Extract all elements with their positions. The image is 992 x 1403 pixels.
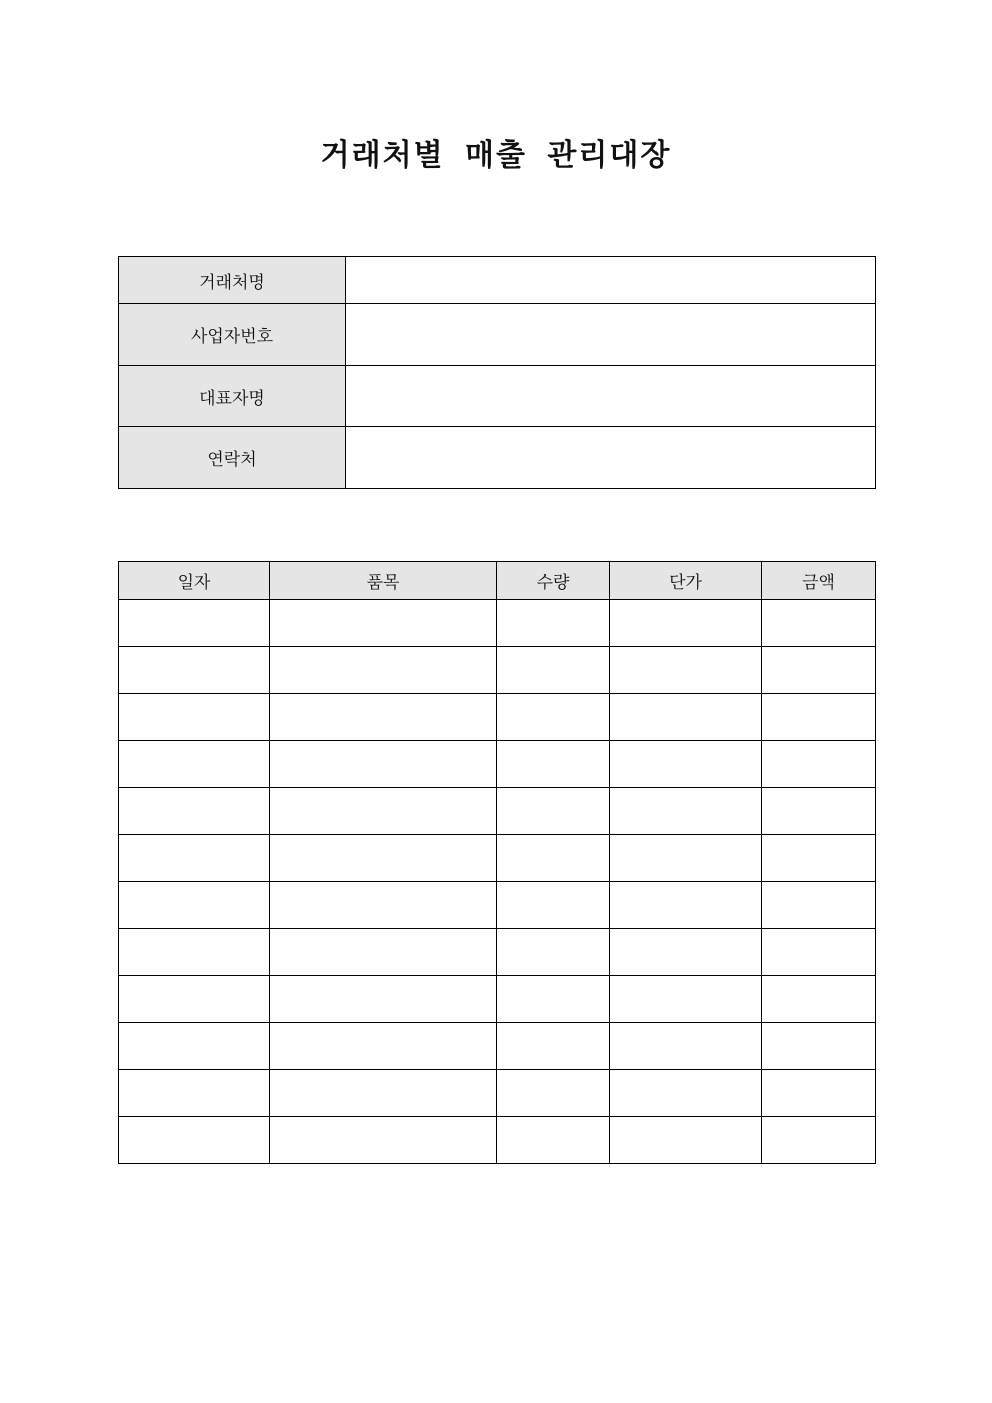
quantity-cell[interactable]	[497, 929, 610, 976]
date-cell[interactable]	[119, 600, 270, 647]
contact-label: 연락처	[119, 427, 346, 489]
table-row	[119, 600, 876, 647]
unit-price-cell[interactable]	[610, 976, 762, 1023]
amount-cell[interactable]	[762, 1023, 876, 1070]
client-info-row	[119, 427, 876, 489]
amount-cell[interactable]	[762, 694, 876, 741]
amount-cell[interactable]	[762, 741, 876, 788]
amount-cell[interactable]	[762, 835, 876, 882]
client-name-label: 거래처명	[119, 257, 346, 304]
date-cell[interactable]	[119, 647, 270, 694]
table-row	[119, 929, 876, 976]
amount-cell[interactable]	[762, 976, 876, 1023]
quantity-cell[interactable]	[497, 835, 610, 882]
table-row	[119, 1023, 876, 1070]
table-row	[119, 976, 876, 1023]
quantity-cell[interactable]	[497, 741, 610, 788]
unit-price-cell[interactable]	[610, 929, 762, 976]
page-title: 거래처별 매출 관리대장	[320, 138, 672, 173]
client-info-row	[119, 366, 876, 427]
date-cell[interactable]	[119, 835, 270, 882]
amount-cell[interactable]	[762, 1117, 876, 1164]
quantity-cell[interactable]	[497, 976, 610, 1023]
sales-ledger-table	[118, 561, 876, 1164]
item-cell[interactable]	[270, 600, 497, 647]
column-header-date: 일자	[119, 562, 270, 600]
item-cell[interactable]	[270, 929, 497, 976]
unit-price-cell[interactable]	[610, 882, 762, 929]
date-cell[interactable]	[119, 1070, 270, 1117]
column-header-quantity: 수량	[497, 562, 610, 600]
quantity-cell[interactable]	[497, 694, 610, 741]
date-cell[interactable]	[119, 882, 270, 929]
amount-cell[interactable]	[762, 1070, 876, 1117]
quantity-cell[interactable]	[497, 1070, 610, 1117]
date-cell[interactable]	[119, 694, 270, 741]
ledger-header-row	[119, 562, 876, 600]
unit-price-cell[interactable]	[610, 835, 762, 882]
item-cell[interactable]	[270, 1070, 497, 1117]
table-row	[119, 694, 876, 741]
ledger-body	[119, 600, 876, 1164]
amount-cell[interactable]	[762, 882, 876, 929]
date-cell[interactable]	[119, 788, 270, 835]
amount-cell[interactable]	[762, 929, 876, 976]
table-row	[119, 741, 876, 788]
table-row	[119, 1117, 876, 1164]
amount-cell[interactable]	[762, 600, 876, 647]
item-cell[interactable]	[270, 1023, 497, 1070]
amount-cell[interactable]	[762, 788, 876, 835]
unit-price-cell[interactable]	[610, 1070, 762, 1117]
quantity-cell[interactable]	[497, 882, 610, 929]
client-info-row	[119, 257, 876, 304]
column-header-item: 품목	[270, 562, 497, 600]
unit-price-cell[interactable]	[610, 741, 762, 788]
table-row	[119, 788, 876, 835]
quantity-cell[interactable]	[497, 647, 610, 694]
item-cell[interactable]	[270, 741, 497, 788]
quantity-cell[interactable]	[497, 1023, 610, 1070]
unit-price-cell[interactable]	[610, 647, 762, 694]
representative-name-field[interactable]	[346, 366, 876, 427]
item-cell[interactable]	[270, 1117, 497, 1164]
date-cell[interactable]	[119, 976, 270, 1023]
contact-field[interactable]	[346, 427, 876, 489]
representative-name-label: 대표자명	[119, 366, 346, 427]
date-cell[interactable]	[119, 1023, 270, 1070]
unit-price-cell[interactable]	[610, 788, 762, 835]
column-header-unit-price: 단가	[610, 562, 762, 600]
item-cell[interactable]	[270, 694, 497, 741]
table-row	[119, 882, 876, 929]
quantity-cell[interactable]	[497, 788, 610, 835]
item-cell[interactable]	[270, 976, 497, 1023]
item-cell[interactable]	[270, 835, 497, 882]
unit-price-cell[interactable]	[610, 1117, 762, 1164]
business-number-label: 사업자번호	[119, 304, 346, 366]
table-row	[119, 647, 876, 694]
amount-cell[interactable]	[762, 647, 876, 694]
client-name-field[interactable]	[346, 257, 876, 304]
date-cell[interactable]	[119, 1117, 270, 1164]
client-info-table	[118, 256, 876, 489]
item-cell[interactable]	[270, 647, 497, 694]
item-cell[interactable]	[270, 788, 497, 835]
item-cell[interactable]	[270, 882, 497, 929]
business-number-field[interactable]	[346, 304, 876, 366]
quantity-cell[interactable]	[497, 600, 610, 647]
column-header-amount: 금액	[762, 562, 876, 600]
unit-price-cell[interactable]	[610, 1023, 762, 1070]
client-info-row	[119, 304, 876, 366]
table-row	[119, 835, 876, 882]
unit-price-cell[interactable]	[610, 694, 762, 741]
date-cell[interactable]	[119, 741, 270, 788]
date-cell[interactable]	[119, 929, 270, 976]
table-row	[119, 1070, 876, 1117]
unit-price-cell[interactable]	[610, 600, 762, 647]
quantity-cell[interactable]	[497, 1117, 610, 1164]
